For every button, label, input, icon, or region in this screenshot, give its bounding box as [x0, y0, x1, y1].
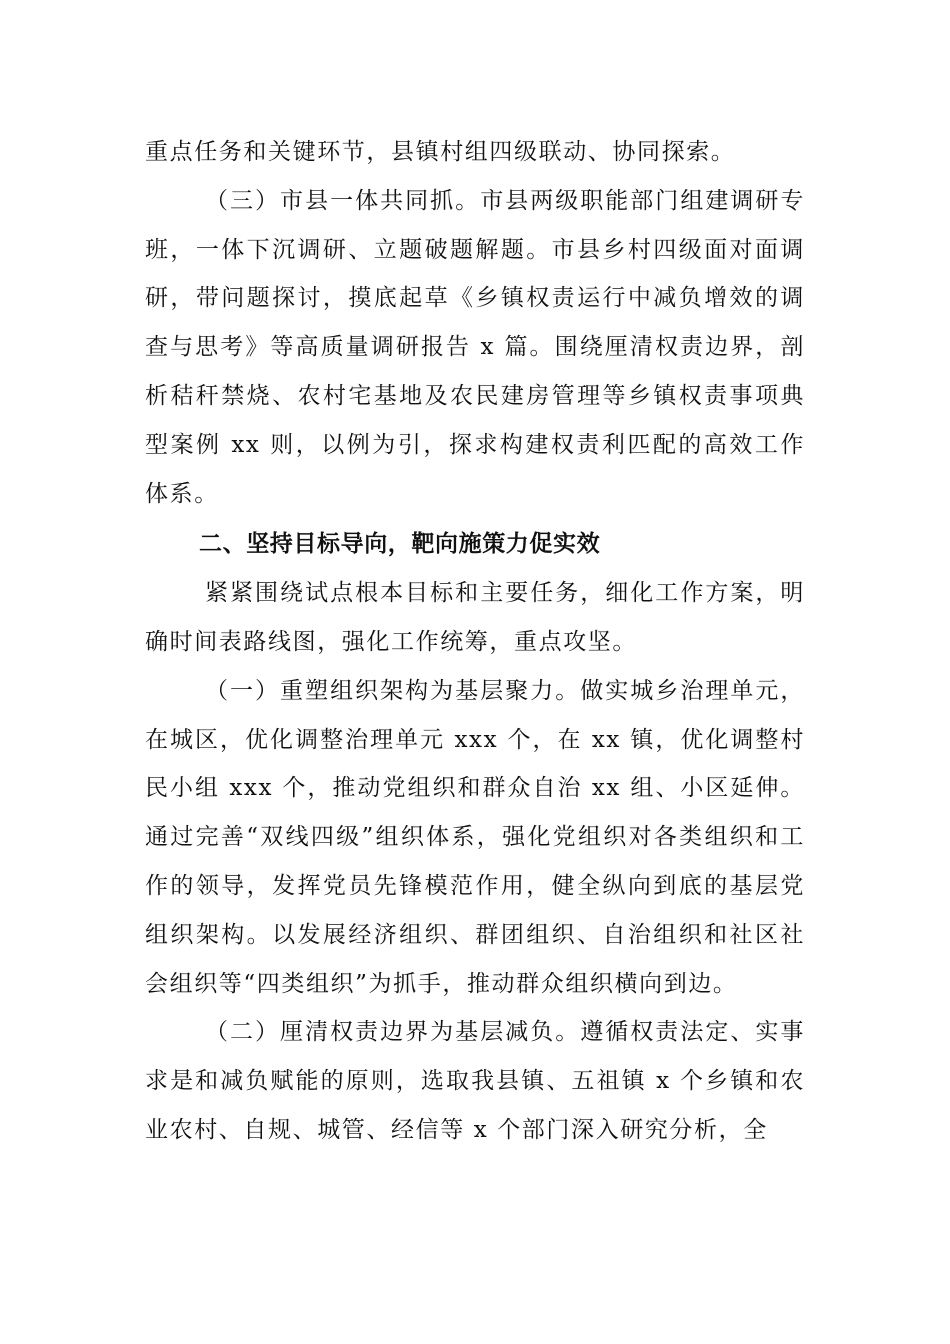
paragraph-item-two: （二）厘清权责边界为基层减负。遵循权责法定、实事求是和减负赋能的原则，选取我县镇、五祖镇 x 个乡镇和农业农村、自规、城管、经信等 x 个部门深入研究分析，全	[145, 1019, 805, 1143]
document-body	[145, 128, 805, 1155]
paragraph-item-one: （一）重塑组织架构为基层聚力。做实城乡治理单元，在城区，优化调整治理单元 xxx 个，在 xx 镇，优化调整村民小组 xxx 个，推动党组织和群众自治 xx 组、小区延伸。通过完善“双线四级”组织体系，强化党组织对各类组织和工作的领导，发挥党员先锋模范作用，健全纵向到底的基层党组织架构。以发展经济组织、群团组织、自治组织和社区社会组织等“四类组织”为抓手，推动群众组织横向到边。	[145, 677, 805, 997]
paragraph-continuation: 重点任务和关键环节，县镇村组四级联动、协同探索。	[145, 139, 736, 165]
paragraph-intro: 紧紧围绕试点根本目标和主要任务，细化工作方案，明确时间表路线图，强化工作统筹，重点攻坚。	[145, 580, 805, 655]
section-heading: 二、坚持目标导向，靶向施策力促实效	[199, 531, 601, 558]
paragraph-section-three: （三）市县一体共同抓。市县两级职能部门组建调研专班，一体下沉调研、立题破题解题。市县乡村四级面对面调研，带问题探讨，摸底起草《乡镇权责运行中减负增效的调查与思考》等高质量调研报告 x 篇。围绕厘清权责边界，剖析秸秆禁烧、农村宅基地及农民建房管理等乡镇权责事项典型案例 xx 则，以例为引，探求构建权责利匹配的高效工作体系。	[145, 187, 805, 507]
